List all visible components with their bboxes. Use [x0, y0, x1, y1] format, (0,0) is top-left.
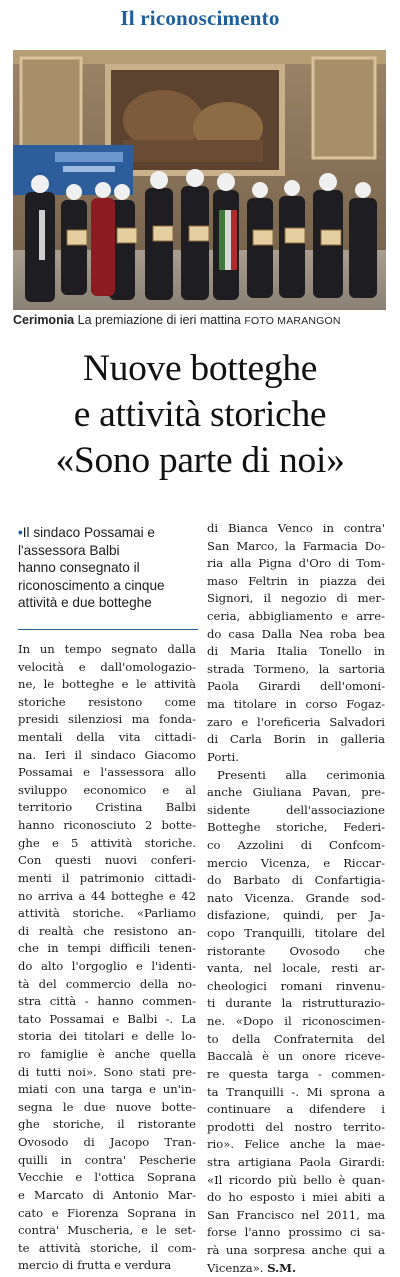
- article-text: cato e Fiorenza Soprana in: [18, 1205, 196, 1220]
- article-text: miati con una targa e un'in-: [18, 1082, 196, 1097]
- summary-line: l'assessora Balbi: [18, 542, 120, 558]
- article-line: [207, 678, 385, 696]
- article-text: mercio Vicenza, e Riccar-: [207, 855, 385, 870]
- article-line: [18, 1011, 196, 1029]
- article-text: storiche resistono come: [18, 694, 196, 709]
- article-line: [207, 890, 385, 908]
- article-text: disfazione, quindi, per Ja-: [207, 908, 385, 923]
- article-line: [207, 573, 385, 591]
- article-line: [207, 1136, 385, 1154]
- article-text: presidi silenziosi ma fonda-: [18, 712, 196, 727]
- article-line: [18, 711, 196, 729]
- article-text: San Marco, la Farmacia Do-: [207, 538, 385, 553]
- article-line: [207, 784, 385, 802]
- author-signature: S.M.: [267, 1260, 297, 1275]
- article-text: sviluppo economico e al: [18, 782, 196, 797]
- article-line: [207, 925, 385, 943]
- article-line: [207, 520, 385, 538]
- article-line: [207, 1172, 385, 1190]
- article-text: di realtà che resistono an-: [18, 923, 196, 938]
- article-line: [207, 590, 385, 608]
- article-text: stra artigiana Paola Girardi:: [207, 1154, 385, 1169]
- article-column-2: [207, 520, 385, 1277]
- article-line: [207, 1031, 385, 1049]
- article-text: storia dei titolari e delle lo-: [18, 1029, 196, 1044]
- article-text: do casa Dalla Nea roba bea: [207, 626, 385, 641]
- article-text: ne. «Dopo il riconoscimen-: [207, 1014, 385, 1029]
- article-line: [207, 696, 385, 714]
- article-text: prodotti del nostro territo-: [207, 1119, 385, 1134]
- article-text: ristorante Ovosodo che: [207, 943, 385, 958]
- article-line: [207, 1242, 385, 1260]
- article-line: [207, 643, 385, 661]
- article-line: [207, 1013, 385, 1031]
- article-line: [207, 907, 385, 925]
- article-line: [18, 1099, 196, 1117]
- photo-credit: FOTO MARANGON: [244, 315, 341, 327]
- article-text: rà una sorpresa anche qui a: [207, 1242, 385, 1257]
- article-line: [18, 659, 196, 677]
- article-line: [18, 799, 196, 817]
- article-text: ro famiglie è anche quella: [18, 1047, 196, 1062]
- article-line: [207, 1048, 385, 1066]
- article-text: Signori, il negozio di mer-: [207, 591, 385, 606]
- article-line: [207, 1189, 385, 1207]
- article-line: [207, 661, 385, 679]
- caption-text: La premiazione di ieri mattina: [74, 313, 245, 327]
- article-line: [18, 1116, 196, 1134]
- article-text: to della Confraternita del: [207, 1031, 385, 1046]
- article-line: [18, 958, 196, 976]
- article-text: segna le due nuove botte-: [18, 1099, 196, 1114]
- article-column-1: [18, 641, 196, 1275]
- article-text: Porti.: [207, 749, 239, 764]
- article-text: Paola Girardi dell'omoni-: [207, 679, 385, 694]
- summary-box: [18, 524, 200, 612]
- article-text: Possamai e l'assessora allo: [18, 765, 196, 780]
- article-text: copo Tranquilli, titolare del: [207, 926, 385, 941]
- article-text: Con questi nuovi conferi-: [18, 853, 196, 868]
- article-line: [18, 905, 196, 923]
- article-text: co Azzolini di Confcom-: [207, 837, 385, 852]
- article-line: [207, 767, 385, 785]
- article-text: zaro e l'oreficeria Salvadori: [207, 714, 385, 729]
- headline-line-3: «Sono parte di noi»: [55, 440, 345, 481]
- article-line: [207, 1207, 385, 1225]
- summary-divider: [18, 629, 198, 630]
- article-line: [18, 835, 196, 853]
- summary-line: Il sindaco Possamai e: [22, 525, 155, 540]
- article-line: [207, 978, 385, 996]
- article-line: [18, 852, 196, 870]
- article-text: di tutti noi». Sono stati pre-: [18, 1064, 196, 1079]
- summary-bullet: •: [18, 525, 23, 540]
- article-text: mentali della vita cittadi-: [18, 730, 196, 745]
- article-line: [18, 888, 196, 906]
- article-line: [18, 993, 196, 1011]
- article-text: hanno riconosciuto 2 botte-: [18, 818, 196, 833]
- summary-line: riconoscimento a cinque: [18, 577, 165, 593]
- article-line: [18, 1134, 196, 1152]
- article-text: territorio Cristina Balbi: [18, 800, 196, 815]
- article-text: no arriva a 44 botteghe e 42: [18, 888, 196, 903]
- article-line: [18, 1222, 196, 1240]
- article-text: quilli in contra' Pescherie: [18, 1152, 196, 1167]
- article-text: San Francisco nel 2011, ma: [207, 1207, 385, 1222]
- article-text: ria alla Pigna d'Oro di Tom-: [207, 556, 385, 571]
- article-line: [207, 837, 385, 855]
- article-line: [207, 749, 385, 767]
- article-text: velocità e dall'omologazio-: [18, 659, 196, 674]
- article-text: tà del commercio della no-: [18, 976, 196, 991]
- article-text: Vecchie e l'ottica Soprana: [18, 1170, 196, 1185]
- article-text: ne, le botteghe e le attività: [18, 677, 196, 692]
- article-line: [18, 747, 196, 765]
- article-line: [18, 923, 196, 941]
- article-line: [18, 1240, 196, 1258]
- article-text: mercio di frutta e verdura: [18, 1258, 172, 1273]
- section-kicker: Il riconoscimento: [120, 6, 280, 30]
- article-text: Botteghe storiche, Federi-: [207, 820, 385, 835]
- article-text: maso Feltrin in piazza dei: [207, 573, 385, 588]
- article-text: cheologici romani rinvenu-: [207, 978, 385, 993]
- article-text: In un tempo segnato dalla: [18, 642, 196, 656]
- article-line: [207, 1101, 385, 1119]
- article-line: [207, 1066, 385, 1084]
- article-line: [207, 714, 385, 732]
- article-text: ghe storiche, il ristorante: [18, 1117, 196, 1132]
- article-text: ghe e 5 attività storiche.: [18, 835, 196, 850]
- article-line: [18, 1257, 196, 1275]
- article-line: [207, 1224, 385, 1242]
- article-text: ta Tranquilli -. Mi sprona a: [207, 1084, 385, 1099]
- article-text: sidente dell'associazione: [207, 802, 385, 817]
- article-text: te attività storiche, il com-: [18, 1240, 196, 1255]
- article-line: [18, 1028, 196, 1046]
- article-line: [207, 1260, 385, 1277]
- article-line: [18, 1187, 196, 1205]
- article-line: [18, 764, 196, 782]
- article-text: «Il ricordo più bello è quan-: [207, 1172, 385, 1187]
- article-line: [18, 1064, 196, 1082]
- article-line: [207, 943, 385, 961]
- article-text: forse l'anno prossimo ci sa-: [207, 1225, 385, 1240]
- article-text: di Bianca Venco in contra': [207, 521, 385, 535]
- article-text: tato Possamai e Balbi -. La: [18, 1011, 196, 1026]
- article-text: Presenti alla cerimonia: [217, 767, 385, 782]
- article-text: Baccalà è un onore riceve-: [207, 1049, 385, 1064]
- article-text: menti il patrimonio cittadi-: [18, 870, 196, 885]
- article-line: [207, 855, 385, 873]
- article-line: [207, 802, 385, 820]
- summary-line: hanno consegnato il: [18, 560, 140, 575]
- headline: [0, 346, 400, 484]
- article-line: [18, 976, 196, 994]
- article-text: di Carla Borin in galleria: [207, 732, 385, 747]
- article-line: [18, 817, 196, 835]
- article-text: Vicenza».: [207, 1260, 268, 1275]
- article-line: [18, 694, 196, 712]
- article-text: rio». Felice anche la mae-: [207, 1137, 385, 1152]
- article-line: [18, 676, 196, 694]
- award-ceremony-photo: [13, 50, 386, 310]
- article-text: do alto l'orgoglio e l'identi-: [18, 958, 196, 973]
- caption-label: Cerimonia: [13, 313, 75, 327]
- article-text: ti durante la ristrutturazio-: [207, 996, 385, 1011]
- article-line: [18, 870, 196, 888]
- article-line: [207, 731, 385, 749]
- article-line: [18, 1046, 196, 1064]
- article-text: Ovosodo di Jacopo Tran-: [18, 1135, 196, 1150]
- article-line: [207, 626, 385, 644]
- article-text: na. Ieri il sindaco Giacomo: [18, 747, 196, 762]
- article-line: [207, 555, 385, 573]
- article-line: [207, 819, 385, 837]
- article-text: ma titolare in corso Fogaz-: [207, 697, 385, 712]
- article-text: contra' Muscheria, e le set-: [18, 1223, 196, 1238]
- article-text: di Maria Italia Tonello in: [207, 644, 385, 659]
- article-line: [207, 608, 385, 626]
- article-line: [207, 1119, 385, 1137]
- article-line: [207, 538, 385, 556]
- article-text: nato Vicenza. Grande sod-: [207, 890, 385, 905]
- article-line: [207, 1084, 385, 1102]
- article-text: do ho esposto i miei abiti a: [207, 1190, 385, 1205]
- headline-line-1: Nuove botteghe: [82, 348, 318, 389]
- article-text: stra città - hanno commen-: [18, 994, 196, 1009]
- article-text: vanta, nel locale, resti ar-: [207, 961, 385, 976]
- article-text: e Marcato di Antonio Mar-: [18, 1187, 196, 1202]
- photo-caption: [13, 313, 393, 327]
- article-line: [18, 940, 196, 958]
- article-text: continuare a difendere i: [207, 1102, 385, 1117]
- headline-line-2: e attività storiche: [73, 394, 327, 435]
- article-line: [207, 1154, 385, 1172]
- article-text: re questa targa - commen-: [207, 1066, 385, 1081]
- article-line: [18, 782, 196, 800]
- article-line: [18, 1081, 196, 1099]
- summary-line: attività e due botteghe: [18, 595, 152, 610]
- article-text: ceria, abbigliamento e arre-: [207, 609, 385, 624]
- article-text: attività storiche. «Parliamo: [18, 906, 196, 921]
- article-line: [207, 995, 385, 1013]
- article-line: [18, 1205, 196, 1223]
- article-line: [18, 1169, 196, 1187]
- article-text: che in tempi difficili tenen-: [18, 941, 196, 956]
- article-text: anche Giuliana Pavan, pre-: [207, 785, 385, 800]
- article-text: strada Tormeno, la sartoria: [207, 661, 385, 676]
- article-line: [18, 729, 196, 747]
- article-line: [207, 960, 385, 978]
- article-text: do Barbato di Confartigia-: [207, 873, 385, 888]
- article-line: [207, 872, 385, 890]
- article-line: [18, 641, 196, 659]
- article-line: [18, 1152, 196, 1170]
